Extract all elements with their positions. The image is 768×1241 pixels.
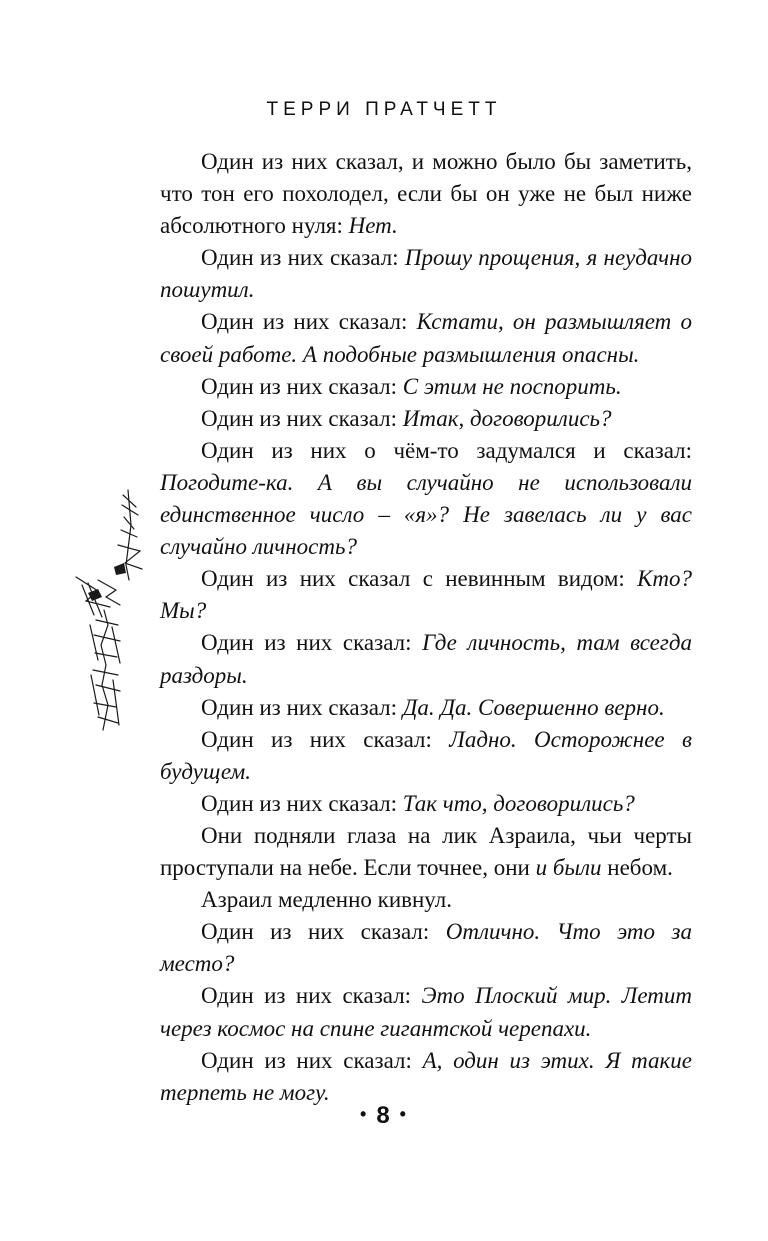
paragraph: Один из них о чём-то задумался и сказал: Погодите-ка. А вы случайно не использовали единственное число – «я»? Не завелась ли у вас случайно личность? xyxy=(160,437,692,560)
paragraph: Один из них сказал: С этим не поспорить. xyxy=(201,373,622,399)
paragraph: Один из них сказал: Кстати, он размышляет о своей работе. А подобные размышления опасны. xyxy=(160,309,692,367)
bullet-icon: • xyxy=(360,1104,369,1124)
paragraph: Один из них сказал: Прошу прощения, я неудачно пошутил. xyxy=(160,245,693,303)
death-with-scythe-sketch-icon xyxy=(68,485,160,745)
paragraph: Один из них сказал с невинным видом: Кто? Мы? xyxy=(160,566,692,624)
page-number xyxy=(0,1102,768,1130)
paragraph: Один из них сказал: Итак, договорились? xyxy=(201,405,612,431)
paragraph: Один из них сказал: А, один из этих. Я такие терпеть не могу. xyxy=(160,1047,692,1105)
running-header: ТЕРРИ ПРАТЧЕТТ xyxy=(266,99,502,120)
bullet-icon: • xyxy=(399,1104,408,1124)
paragraph: Один из них сказал: Так что, договорились? xyxy=(201,790,635,816)
paragraph: Азраил медленно кивнул. xyxy=(201,887,453,913)
paragraph: Они подняли глаза на лик Азраила, чьи черты проступали на небе. Если точнее, они и были небом. xyxy=(160,822,692,881)
paragraph: Один из них сказал, и можно было бы заметить, что тон его похолодел, если бы он уже не был ниже абсолютного нуля: Нет. xyxy=(160,149,692,239)
paragraph: Один из них сказал: Это Плоский мир. Летит через космос на спине гигантской черепахи. xyxy=(160,983,692,1041)
body-text xyxy=(160,146,692,1109)
paragraph: Один из них сказал: Да. Да. Совершенно верно. xyxy=(201,694,665,720)
paragraph: Один из них сказал: Ладно. Осторожнее в будущем. xyxy=(160,726,692,784)
paragraph: Один из них сказал: Отлично. Что это за место? xyxy=(160,919,693,977)
paragraph: Один из них сказал: Где личность, там всегда раздоры. xyxy=(160,630,692,688)
page-number-value: 8 xyxy=(376,1102,392,1129)
